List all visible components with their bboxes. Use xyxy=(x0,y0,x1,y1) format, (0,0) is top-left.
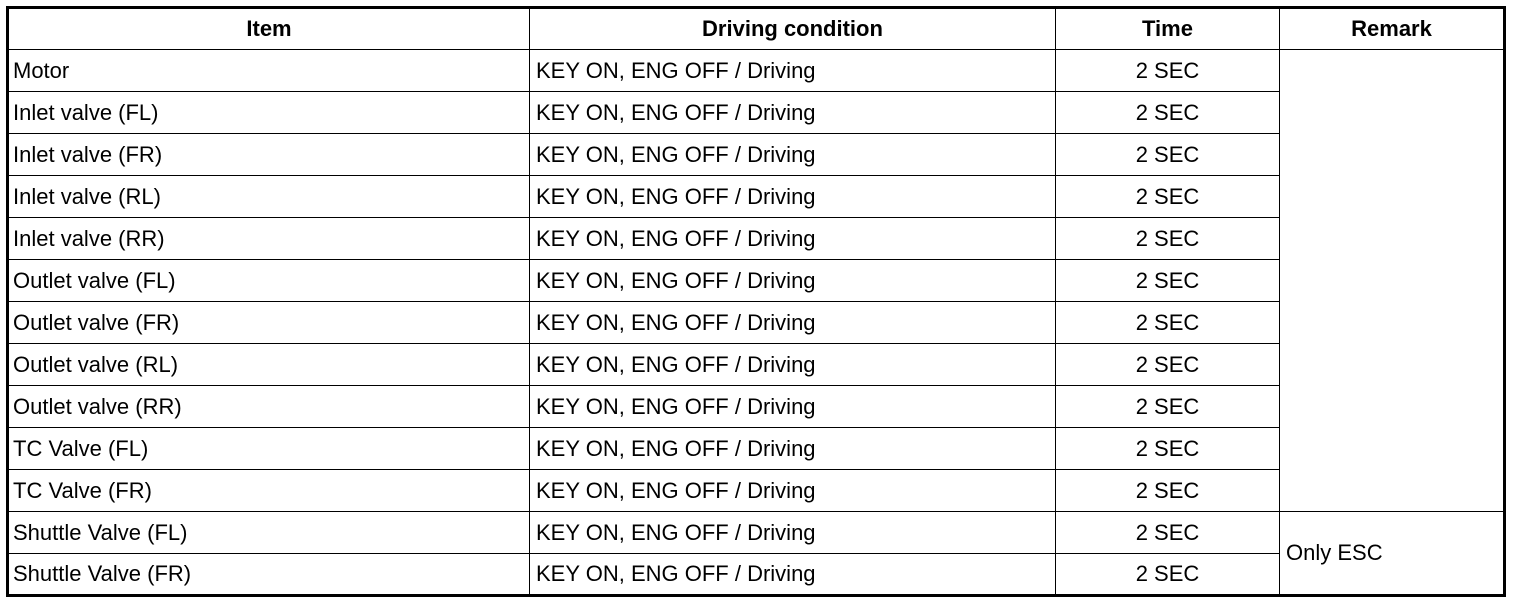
condition-cell: KEY ON, ENG OFF / Driving xyxy=(530,218,1056,260)
actuation-test-table xyxy=(6,6,1506,597)
condition-cell: KEY ON, ENG OFF / Driving xyxy=(530,512,1056,554)
item-cell: TC Valve (FL) xyxy=(8,428,530,470)
time-cell: 2 SEC xyxy=(1056,134,1280,176)
header-remark: Remark xyxy=(1280,8,1505,50)
time-cell: 2 SEC xyxy=(1056,260,1280,302)
condition-cell: KEY ON, ENG OFF / Driving xyxy=(530,428,1056,470)
time-cell: 2 SEC xyxy=(1056,50,1280,92)
time-cell: 2 SEC xyxy=(1056,176,1280,218)
time-cell: 2 SEC xyxy=(1056,428,1280,470)
time-cell: 2 SEC xyxy=(1056,386,1280,428)
condition-cell: KEY ON, ENG OFF / Driving xyxy=(530,302,1056,344)
item-cell: TC Valve (FR) xyxy=(8,470,530,512)
header-driving-condition: Driving condition xyxy=(530,8,1056,50)
condition-cell: KEY ON, ENG OFF / Driving xyxy=(530,470,1056,512)
item-cell: Motor xyxy=(8,50,530,92)
time-cell: 2 SEC xyxy=(1056,554,1280,596)
condition-cell: KEY ON, ENG OFF / Driving xyxy=(530,176,1056,218)
time-cell: 2 SEC xyxy=(1056,92,1280,134)
item-cell: Outlet valve (RR) xyxy=(8,386,530,428)
item-cell: Outlet valve (FR) xyxy=(8,302,530,344)
table-header-row xyxy=(8,8,1505,50)
header-time: Time xyxy=(1056,8,1280,50)
table-row xyxy=(8,50,1505,92)
condition-cell: KEY ON, ENG OFF / Driving xyxy=(530,386,1056,428)
condition-cell: KEY ON, ENG OFF / Driving xyxy=(530,260,1056,302)
item-cell: Outlet valve (FL) xyxy=(8,260,530,302)
actuation-test-table-container xyxy=(6,6,1506,597)
time-cell: 2 SEC xyxy=(1056,302,1280,344)
remark-cell xyxy=(1280,50,1505,512)
condition-cell: KEY ON, ENG OFF / Driving xyxy=(530,344,1056,386)
table-row xyxy=(8,512,1505,554)
header-item: Item xyxy=(8,8,530,50)
condition-cell: KEY ON, ENG OFF / Driving xyxy=(530,134,1056,176)
item-cell: Outlet valve (RL) xyxy=(8,344,530,386)
time-cell: 2 SEC xyxy=(1056,218,1280,260)
item-cell: Inlet valve (RR) xyxy=(8,218,530,260)
item-cell: Shuttle Valve (FL) xyxy=(8,512,530,554)
item-cell: Inlet valve (FR) xyxy=(8,134,530,176)
item-cell: Inlet valve (FL) xyxy=(8,92,530,134)
condition-cell: KEY ON, ENG OFF / Driving xyxy=(530,554,1056,596)
item-cell: Shuttle Valve (FR) xyxy=(8,554,530,596)
time-cell: 2 SEC xyxy=(1056,470,1280,512)
time-cell: 2 SEC xyxy=(1056,512,1280,554)
item-cell: Inlet valve (RL) xyxy=(8,176,530,218)
remark-cell-only-esc: Only ESC xyxy=(1280,512,1505,596)
condition-cell: KEY ON, ENG OFF / Driving xyxy=(530,50,1056,92)
condition-cell: KEY ON, ENG OFF / Driving xyxy=(530,92,1056,134)
time-cell: 2 SEC xyxy=(1056,344,1280,386)
